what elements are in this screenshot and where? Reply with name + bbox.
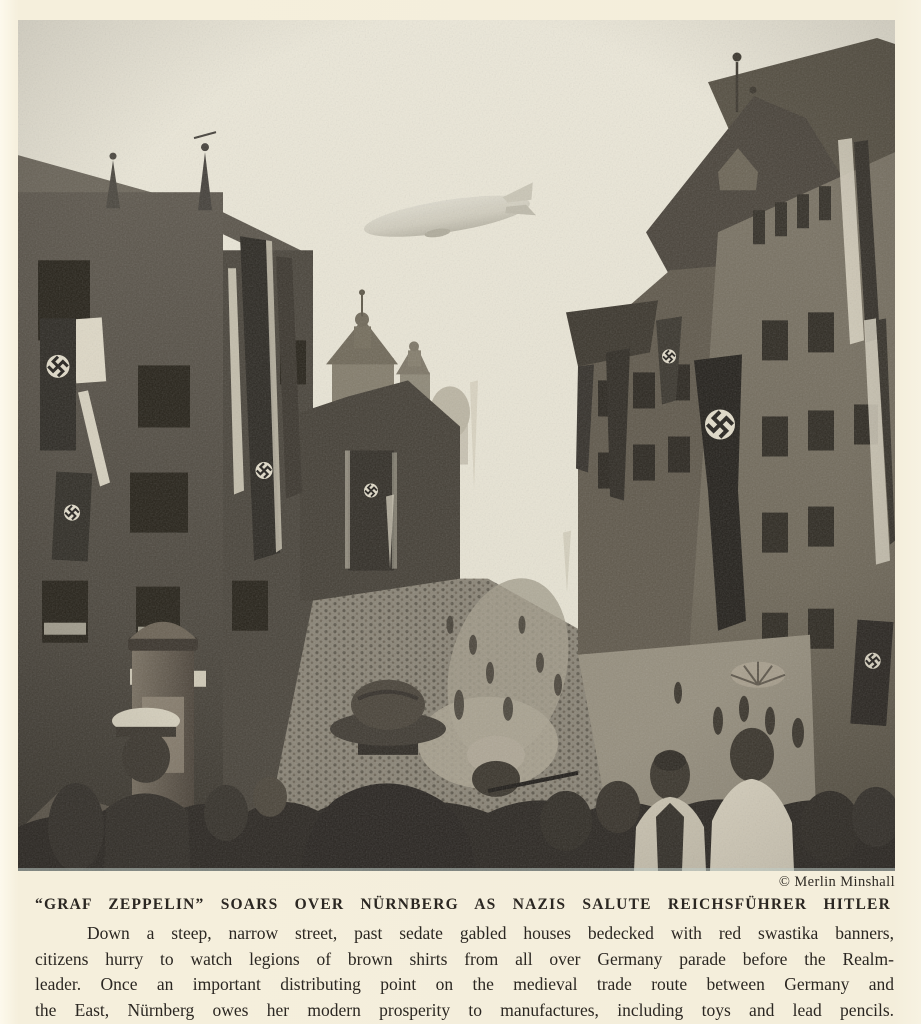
caption-body: [35, 921, 894, 1023]
vignette-overlay: [18, 20, 895, 871]
caption-line: Down a steep, narrow street, past sedate gabled houses bedecked with red swastika banners,: [87, 923, 894, 943]
caption-line: leader. Once an important distributing point on the medieval trade route between Germany and: [35, 974, 894, 995]
caption-headline: “GRAF ZEPPELIN” SOARS OVER NÜRNBERG AS NAZIS SALUTE REICHSFÜHRER HITLER: [35, 896, 891, 913]
photo-scene: [18, 20, 895, 871]
caption-line: citizens hurry to watch legions of brown shirts from all over Germany parade before the Realm-: [35, 948, 894, 969]
scan-artifact-stripe: [18, 868, 895, 871]
caption-line: the East, Nürnberg owes her modern prosperity to manufactures, including toys and lead pencils.: [35, 999, 894, 1020]
photograph: [18, 20, 895, 871]
photo-credit: © Merlin Minshall: [778, 874, 895, 890]
